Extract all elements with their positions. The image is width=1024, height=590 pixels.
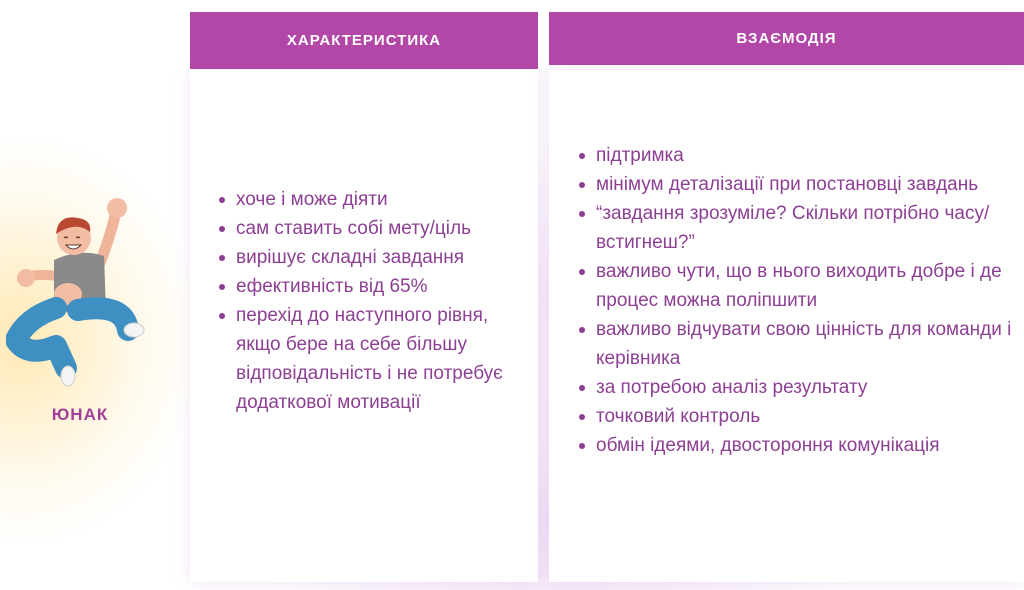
list-item: важливо відчувати свою цінність для команди і керівника [578, 315, 1022, 373]
list-item: ефективність від 65% [218, 272, 530, 301]
list-item: мінімум деталізації при постановці завдань [578, 170, 1022, 199]
characteristics-header-text: ХАРАКТЕРИСТИКА [286, 32, 442, 49]
list-item: за потребою аналіз результату [578, 373, 1022, 402]
interaction-list [578, 141, 1022, 460]
list-item: хоче і може діяти [218, 185, 530, 214]
list-item: сам ставить собі мету/ціль [218, 214, 530, 243]
list-item: точковий контроль [578, 402, 1022, 431]
character-label: ЮНАК [51, 405, 109, 424]
list-item: важливо чути, що в нього виходить добре і де процес можна поліпшити [578, 257, 1022, 315]
characteristics-list [218, 185, 530, 417]
list-item: “завдання зрозуміле? Скільки потрібно часу/встигнеш?” [578, 199, 1022, 257]
list-item: перехід до наступного рівня, якщо бере на себе більшу відповідальність і не потребує додаткової мотивації [218, 301, 530, 417]
characteristics-header [190, 12, 538, 69]
list-item: вирішує складні завдання [218, 243, 530, 272]
list-item: обмін ідеями, двостороння комунікація [578, 431, 1022, 460]
list-item: підтримка [578, 141, 1022, 170]
interaction-header-text: ВЗАЄМОДІЯ [736, 30, 837, 47]
jumping-person-icon [6, 190, 156, 390]
interaction-header [549, 12, 1024, 65]
